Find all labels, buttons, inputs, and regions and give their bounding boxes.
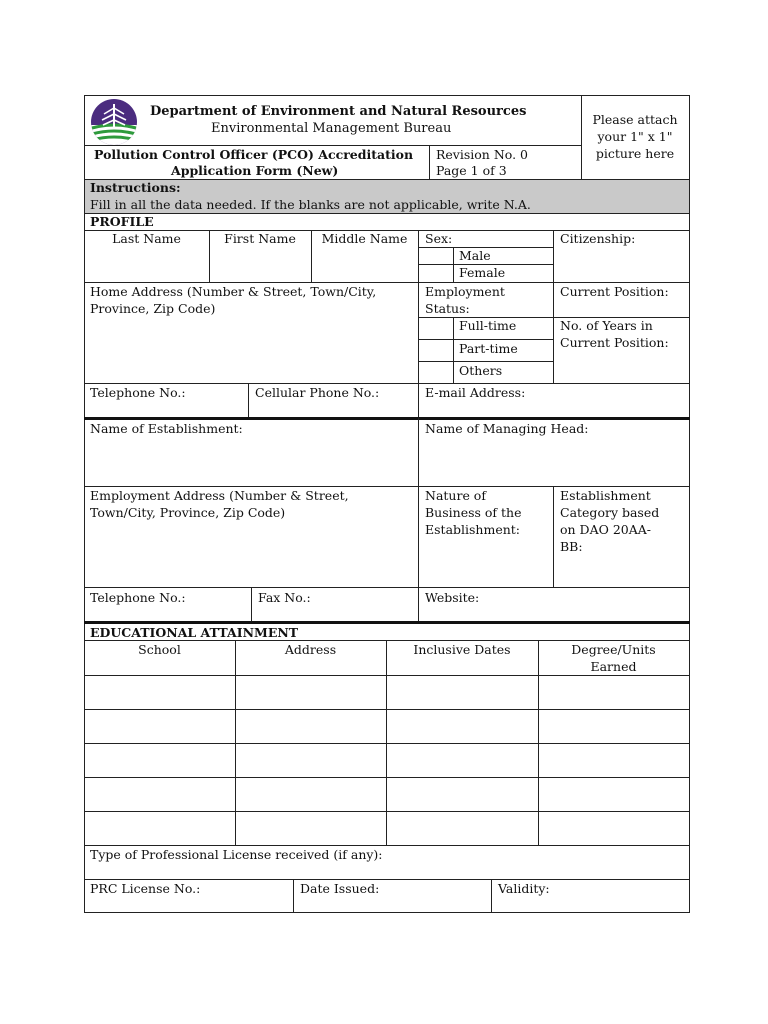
employment-telephone-label: Telephone No.:: [90, 590, 186, 605]
edu-row-line-4: [84, 811, 690, 812]
address-row-bottom: [84, 383, 690, 384]
revision-number: Revision No. 0: [436, 147, 528, 162]
profile-right-divider: [553, 230, 554, 383]
years-position-label-2: Current Position:: [560, 335, 669, 350]
status-box-divider: [453, 317, 454, 383]
full-time-label: Full-time: [459, 318, 517, 333]
date-issued-label: Date Issued:: [300, 881, 380, 896]
col-school-label: School: [138, 642, 181, 657]
border-right: [689, 95, 690, 913]
last-name-label: Last Name: [112, 231, 181, 246]
edu-header-bottom: [84, 675, 690, 676]
nature-business-label-1: Nature of: [425, 488, 486, 503]
name-divider-2: [311, 230, 312, 282]
sex-label: Sex:: [425, 231, 453, 246]
employment-address-label-2: Town/City, Province, Zip Code): [90, 505, 286, 520]
part-time-checkbox[interactable]: [418, 339, 453, 361]
bureau-name: Environmental Management Bureau: [211, 121, 452, 136]
sex-box-divider: [453, 247, 454, 282]
emb-logo: [90, 98, 138, 146]
male-checkbox[interactable]: [418, 247, 453, 264]
first-name-label: First Name: [224, 231, 296, 246]
male-label: Male: [459, 248, 491, 263]
full-time-checkbox[interactable]: [418, 317, 453, 339]
photo-attach-line1: Please attach: [592, 112, 678, 127]
instructions-bottom: [84, 213, 690, 214]
instructions-text: Fill in all the data needed. If the blanks are not applicable, write N.A.: [90, 197, 531, 212]
employment-status-label-2: Status:: [425, 301, 470, 316]
instructions-top: [84, 179, 690, 180]
border-bottom: [84, 912, 690, 913]
emp-address-row-bottom: [84, 587, 690, 588]
col-dates-label: Inclusive Dates: [413, 642, 511, 657]
edu-row-line-3: [84, 777, 690, 778]
photo-attach-line2: your 1" x 1": [597, 129, 673, 144]
validity-label: Validity:: [498, 881, 550, 896]
name-divider-1: [209, 230, 210, 282]
category-label-3: on DAO 20AA-: [560, 522, 652, 537]
education-section-title: EDUCATIONAL ATTAINMENT: [90, 625, 299, 640]
status-line-3: [418, 361, 553, 362]
nature-business-label-2: Business of the: [425, 505, 522, 520]
edu-row-line-2: [84, 743, 690, 744]
cellular-label: Cellular Phone No.:: [255, 385, 380, 400]
license-row-bottom: [84, 879, 690, 880]
profile-header-line: [84, 230, 690, 231]
managing-head-label: Name of Managing Head:: [425, 421, 589, 436]
prc-license-label: PRC License No.:: [90, 881, 201, 896]
license-type-label: Type of Professional License received (if any):: [90, 847, 383, 862]
status-line-2: [418, 339, 553, 340]
instructions-title: Instructions:: [90, 180, 181, 195]
email-label: E-mail Address:: [425, 385, 526, 400]
telephone-label: Telephone No.:: [90, 385, 186, 400]
category-label-4: BB:: [560, 539, 583, 554]
employment-section-end: [84, 621, 690, 624]
education-title-bottom: [84, 640, 690, 641]
citizenship-label: Citizenship:: [560, 231, 636, 246]
sex-line-2: [418, 264, 553, 265]
home-address-label-1: Home Address (Number & Street, Town/City,: [90, 284, 377, 299]
photo-box-divider: [581, 95, 582, 180]
col-degree-label-2: Earned: [590, 659, 637, 674]
col-degree-label-1: Degree/Units: [571, 642, 656, 657]
photo-attach-line3: picture here: [595, 146, 675, 161]
header-divider: [84, 145, 582, 146]
home-address-label-2: Province, Zip Code): [90, 301, 216, 316]
phone-divider: [248, 383, 249, 418]
revision-divider: [429, 145, 430, 180]
page-number: Page 1 of 3: [436, 163, 507, 178]
middle-name-label: Middle Name: [321, 231, 408, 246]
establishment-row-bottom: [84, 486, 690, 487]
part-time-label: Part-time: [459, 341, 518, 356]
col-address-label: Address: [284, 642, 337, 657]
female-checkbox[interactable]: [418, 264, 453, 281]
others-checkbox[interactable]: [418, 361, 453, 382]
employment-status-label-1: Employment: [425, 284, 505, 299]
establishment-label: Name of Establishment:: [90, 421, 243, 436]
name-row-bottom: [84, 282, 690, 283]
fax-label: Fax No.:: [258, 590, 311, 605]
profile-mid-divider: [418, 230, 419, 418]
fax-divider: [251, 587, 252, 622]
website-label: Website:: [425, 590, 480, 605]
prc-divider-2: [491, 879, 492, 913]
prc-divider-1: [293, 879, 294, 913]
years-position-label-1: No. of Years in: [560, 318, 653, 333]
nature-business-label-3: Establishment:: [425, 522, 521, 537]
category-label-1: Establishment: [560, 488, 651, 503]
form-title-line1: Pollution Control Officer (PCO) Accreditation: [94, 147, 414, 162]
sex-line-1: [418, 247, 553, 248]
status-line-1: [418, 317, 690, 318]
profile-section-title: PROFILE: [90, 214, 154, 229]
profile-section-end: [84, 417, 690, 420]
female-label: Female: [459, 265, 506, 280]
border-top: [84, 95, 690, 96]
emb-logo-icon: [90, 98, 138, 146]
others-label: Others: [459, 363, 503, 378]
form-title-line2: Application Form (New): [171, 163, 339, 178]
current-position-label: Current Position:: [560, 284, 669, 299]
employment-address-label-1: Employment Address (Number & Street,: [90, 488, 349, 503]
edu-row-line-1: [84, 709, 690, 710]
employment-mid-divider: [418, 418, 419, 623]
category-divider: [553, 486, 554, 587]
department-name: Department of Environment and Natural Resources: [150, 104, 527, 119]
category-label-2: Category based: [560, 505, 660, 520]
edu-table-bottom: [84, 845, 690, 846]
border-left: [84, 95, 85, 913]
